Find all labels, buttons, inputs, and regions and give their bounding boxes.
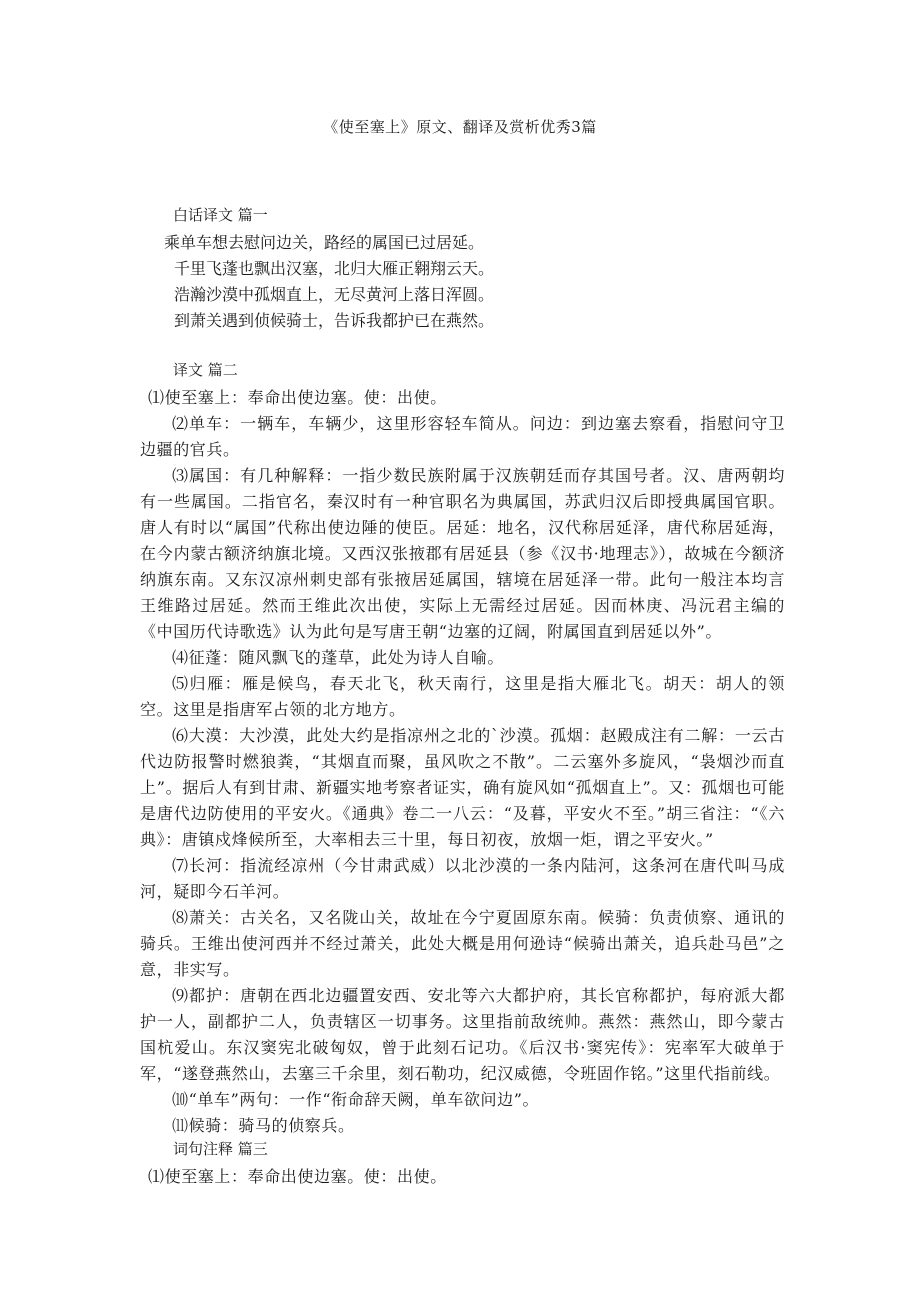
note-paragraph: ⑽“单车”两句：一作“衔命辞天阙，单车欲问边”。	[172, 1090, 540, 1109]
section-word-notes	[140, 1136, 785, 1190]
note-paragraph: ⑶属国：有几种解释：一指少数民族附属于汉族朝廷而存其国号者。汉、唐两朝均有一些属国。二指官名，秦汉时有一种官职名为典属国，苏武归汉后即授典属国官职。唐人有时以“属国”代称出使边陲的使臣。居延：地名，汉代称居延泽，唐代称居延海，在今内蒙古额济纳旗北境。又西汉张掖郡有居延县（参《汉书·地理志》），故城在今额济纳旗东南。又东汉凉州刺史部有张掖居延属国，辖境在居延泽一带。此句一般注本均言王维路过居延。然而王维此次出使，实际上无需经过居延。因而林庚、冯沅君主编的《中国历代诗歌选》认为此句是写唐王朝“边塞的辽阔，附属国直到居延以外”。	[140, 466, 785, 641]
note-paragraph: ⑵单车：一辆车，车辆少，这里形容轻车简从。问边：到边塞去察看，指慰问守卫边疆的官兵。	[140, 414, 785, 459]
note-paragraph: ⑺长河：指流经凉州（今甘肃武威）以北沙漠的一条内陆河，这条河在唐代叫马成河，疑即今石羊河。	[140, 856, 785, 901]
note-paragraph: ⑷征蓬：随风飘飞的蓬草，此处为诗人自喻。	[172, 648, 505, 667]
poem-line: 浩瀚沙漠中孤烟直上，无尽黄河上落日浑圆。	[174, 285, 495, 304]
note-paragraph: ⑸归雁：雁是候鸟，春天北飞，秋天南行，这里是指大雁北飞。胡天：胡人的领空。这里是指唐军占领的北方地方。	[140, 674, 785, 719]
section-heading: 译文 篇二	[173, 361, 238, 379]
note-paragraph: ⑹大漠：大沙漠，此处大约是指凉州之北的`沙漠。孤烟：赵殿成注有二解：一云古代边防报警时燃狼粪，“其烟直而聚，虽风吹之不散”。二云塞外多旋风，“袅烟沙而直上”。据后人有到甘肃、新疆实地考察者证实，确有旋风如“孤烟直上”。又：孤烟也可能是唐代边防使用的平安火。《通典》卷二一八云：“及暮，平安火不至。”胡三省注：“《六典》：唐镇戍烽候所至，大率相去三十里，每日初夜，放烟一炬，谓之平安火。”	[140, 726, 785, 849]
section-translation-notes	[140, 357, 785, 1139]
poem-line: 千里飞蓬也飘出汉塞，北归大雁正翱翔云天。	[174, 259, 495, 278]
section-heading: 白话译文 篇一	[173, 206, 268, 224]
note-paragraph: ⑴使至塞上：奉命出使边塞。使：出使。	[148, 1167, 447, 1186]
section-heading: 词句注释 篇三	[173, 1140, 268, 1158]
note-paragraph: ⑾候骑：骑马的侦察兵。	[172, 1116, 355, 1135]
poem-line: 乘单车想去慰问边关，路经的属国已过居延。	[164, 233, 485, 252]
note-paragraph: ⑴使至塞上：奉命出使边塞。使：出使。	[148, 388, 447, 407]
note-paragraph: ⑼都护：唐朝在西北边疆置安西、安北等六大都护府，其长官称都护，每府派大都护一人，副都护二人，负责辖区一切事务。这里指前敌统帅。燕然：燕然山，即今蒙古国杭爱山。东汉窦宪北破匈奴，曾于此刻石记功。《后汉书·窦宪传》：宪率军大破单于军，“遂登燕然山，去塞三千余里，刻石勒功，纪汉威德，令班固作铭。”这里代指前线。	[140, 986, 785, 1083]
poem-line: 到萧关遇到侦候骑士，告诉我都护已在燕然。	[174, 311, 495, 330]
section-vernacular-translation	[140, 202, 785, 334]
note-paragraph: ⑻萧关：古关名，又名陇山关，故址在今宁夏固原东南。候骑：负责侦察、通讯的骑兵。王维出使河西并不经过萧关，此处大概是用何逊诗“候骑出萧关，追兵赴马邑”之意，非实写。	[140, 908, 785, 979]
document-title: 《使至塞上》原文、翻译及赏析优秀3篇	[323, 118, 597, 136]
